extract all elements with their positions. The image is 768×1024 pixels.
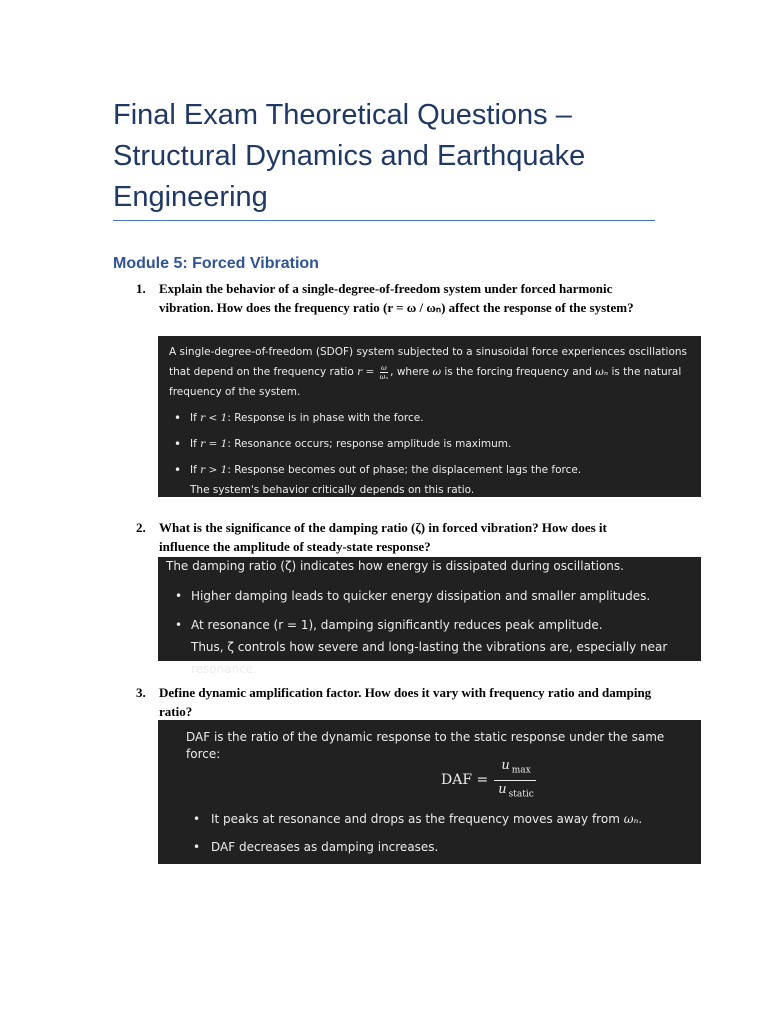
list-item — [186, 838, 691, 856]
list-item — [169, 408, 691, 428]
answer-intro: The damping ratio (ζ) indicates how energy is dissipated during oscillations. — [166, 559, 624, 573]
bullet-math: r = 1 — [200, 438, 228, 450]
denominator-symbol: u — [498, 781, 507, 797]
fraction-denominator: ωₙ — [379, 372, 389, 381]
question-text: Explain the behavior of a single-degree-of-freedom system under forced harmonic vibration. How does the frequency ratio (r = ω / ωₙ) affect the response of the system? — [159, 281, 634, 315]
bullet-prefix: If — [190, 438, 201, 450]
answer-2-box — [158, 557, 701, 676]
answer-text: A single-degree-of-freedom (SDOF) system subjected to a sinusoidal force experiences oscillations that depend on the frequency ratio — [169, 346, 688, 378]
answer-text: , where — [390, 366, 433, 378]
list-item — [169, 434, 691, 454]
question-number: 2. — [136, 520, 146, 535]
equation-fraction — [494, 757, 536, 803]
question-text: What is the significance of the damping ratio (ζ) in forced vibration? How does it influence the amplitude of steady-state response? — [159, 520, 607, 554]
answer-conclusion: Thus, ζ controls how severe and long-lasting the vibrations are, especially near resonance. — [191, 640, 668, 676]
math-equals: = — [362, 366, 378, 378]
question-number: 1. — [136, 281, 146, 296]
list-item — [166, 614, 691, 680]
bullet-text: : Resonance occurs; response amplitude is maximum. — [227, 438, 512, 450]
bullet-icon: • — [175, 589, 183, 603]
fraction-numerator — [494, 757, 536, 781]
bullet-prefix: If — [190, 464, 201, 476]
math-fraction — [380, 364, 389, 381]
bullet-text: At resonance (r = 1), damping significantly reduces peak amplitude. — [191, 618, 603, 632]
bullet-tail: . — [638, 812, 643, 826]
list-item — [166, 585, 691, 607]
answer-text: is the natural frequency of the system. — [169, 366, 682, 398]
bullet-icon: • — [193, 840, 201, 854]
bullet-math: r > 1 — [200, 464, 228, 476]
module-heading: Module 5: Forced Vibration — [113, 255, 319, 272]
answer-1-box — [158, 336, 701, 497]
question-number: 3. — [136, 685, 146, 700]
math-omega: ω — [432, 366, 441, 378]
list-item — [169, 460, 691, 500]
document-title: Final Exam Theoretical Questions – Structural Dynamics and Earthquake Engineering — [113, 99, 586, 213]
question-3 — [136, 683, 656, 721]
bullet-icon: • — [175, 618, 183, 632]
bullet-icon: • — [174, 463, 182, 477]
denominator-subscript: static — [508, 789, 534, 800]
bullet-text: DAF decreases as damping increases. — [211, 840, 439, 854]
numerator-subscript: max — [511, 765, 531, 776]
equation-lhs: DAF = — [441, 772, 489, 789]
question-text: Define dynamic amplification factor. How does it vary with frequency ratio and damping ratio? — [159, 685, 652, 719]
answer-bullet-list — [166, 585, 691, 680]
bullet-icon: • — [193, 812, 201, 826]
bullet-math: r < 1 — [200, 412, 228, 424]
question-1 — [136, 279, 656, 317]
fraction-denominator — [494, 781, 536, 804]
answer-conclusion: The system's behavior critically depends on this ratio. — [190, 484, 475, 496]
math-omega-n: ωₙ — [595, 366, 609, 378]
bullet-prefix: If — [190, 412, 201, 424]
daf-equation — [441, 757, 536, 803]
question-2 — [136, 518, 656, 556]
bullet-text: It peaks at resonance and drops as the frequency moves away from — [211, 812, 624, 826]
answer-3-box — [158, 720, 701, 864]
answer-intro — [169, 342, 691, 402]
numerator-symbol: u — [501, 758, 510, 773]
bullet-math: ωₙ — [623, 812, 639, 826]
list-item — [186, 810, 691, 828]
bullet-text: Higher damping leads to quicker energy dissipation and smaller amplitudes. — [191, 589, 651, 603]
bullet-text: : Response becomes out of phase; the displacement lags the force. — [227, 464, 582, 476]
title-underline — [113, 220, 655, 221]
answer-bullet-list — [186, 810, 691, 866]
answer-text: is the forcing frequency and — [441, 366, 596, 378]
fraction-numerator: ω — [381, 363, 387, 372]
answer-bullet-list — [169, 408, 691, 500]
bullet-icon: • — [174, 411, 182, 425]
bullet-icon: • — [174, 437, 182, 451]
bullet-text: : Response is in phase with the force. — [227, 412, 424, 424]
answer-intro: DAF is the ratio of the dynamic response to the static response under the same force: — [186, 730, 665, 761]
math-r: r — [357, 366, 363, 378]
